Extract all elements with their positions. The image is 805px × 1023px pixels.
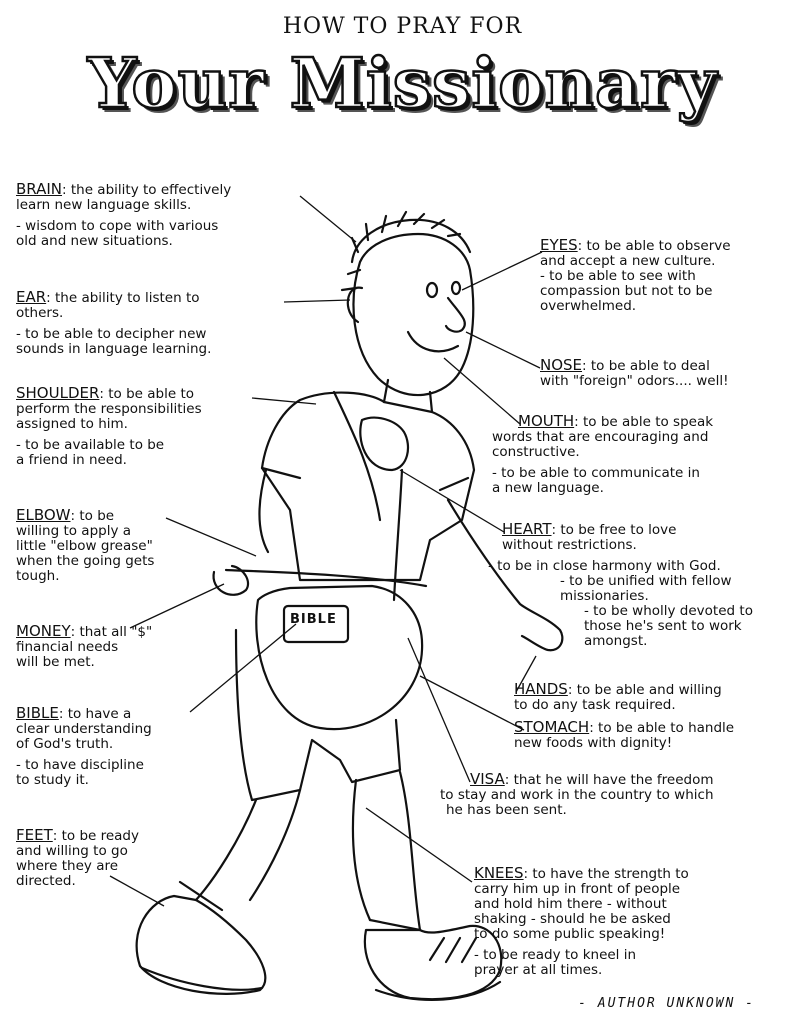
bag-label: BIBLE bbox=[290, 612, 337, 627]
page-subtitle: HOW TO PRAY FOR bbox=[282, 14, 523, 39]
figure-hand bbox=[360, 418, 408, 470]
figure-eye bbox=[452, 282, 460, 294]
leader-line-nose bbox=[466, 332, 540, 368]
figure-eye bbox=[427, 283, 437, 297]
page-title: Your Missionary bbox=[87, 44, 718, 124]
leader-line-ear bbox=[284, 300, 350, 302]
leader-line-eyes bbox=[462, 252, 542, 290]
annotation-shoulder: SHOULDER: to be able to perform the responsibilities assigned to him. - to be available to be a friend in need. bbox=[16, 384, 202, 468]
annotation-brain: BRAIN: the ability to effectively learn new language skills. - wisdom to cope with various old and new situations. bbox=[16, 180, 232, 249]
figure-mouth bbox=[408, 332, 458, 351]
figure-leg bbox=[353, 772, 420, 930]
author-credit: - AUTHOR UNKNOWN - bbox=[578, 996, 755, 1011]
figure-shoe-stripes bbox=[430, 938, 476, 962]
figure-head bbox=[354, 234, 474, 395]
figure-bag bbox=[256, 586, 422, 729]
annotation-eyes: EYES: to be able to observe and accept a new culture. - to be able to see with compassion but not to be overwhelmed. bbox=[540, 236, 731, 314]
annotation-visa: VISA: that he will have the freedom to stay and work in the country to which he has been sent. bbox=[440, 770, 714, 818]
figure-bag-strap bbox=[334, 392, 402, 600]
figure-shoe-sole bbox=[376, 982, 500, 1000]
annotation-hands: HANDS: to be able and willing to do any task required. bbox=[514, 680, 722, 713]
annotation-money: MONEY: that all "$" financial needs will be met. bbox=[16, 622, 153, 670]
leader-line-money bbox=[130, 584, 224, 628]
figure-sock bbox=[180, 882, 420, 930]
leader-line-visa bbox=[408, 638, 470, 782]
figure-nose bbox=[446, 298, 465, 332]
figure-shirt bbox=[262, 393, 474, 580]
figure-shoe bbox=[137, 896, 266, 994]
annotation-knees: KNEES: to have the strength to carry him up in front of people and hold him there - without shaking - should he be asked to do some public speaking! - to be ready to kneel in prayer at all times. bbox=[474, 864, 689, 978]
annotation-feet: FEET: to be ready and willing to go where they are directed. bbox=[16, 826, 139, 889]
annotation-stomach: STOMACH: to be able to handle new foods with dignity! bbox=[514, 718, 735, 751]
annotation-heart: HEART: to be free to love without restrictions. - to be in close harmony with God. - to be unified with fellow missionaries. - to be wholly devoted to those he's sent to work amongst. bbox=[488, 520, 753, 649]
annotation-bible: BIBLE: to have a clear understanding of God's truth. - to have discipline to study it. bbox=[16, 704, 152, 788]
figure-sleeve bbox=[262, 468, 468, 490]
annotation-ear: EAR: the ability to listen to others. - to be able to decipher new sounds in language learning. bbox=[16, 288, 212, 357]
leader-line-knees bbox=[366, 808, 472, 882]
figure-hair bbox=[342, 212, 470, 290]
figure-arm bbox=[260, 470, 269, 552]
annotation-elbow: ELBOW: to be willing to apply a little "elbow grease" when the going gets tough. bbox=[16, 506, 155, 584]
annotation-nose: NOSE: to be able to deal with "foreign" odors.... well! bbox=[540, 356, 729, 389]
figure-shoe-sole bbox=[142, 968, 262, 990]
annotation-mouth: MOUTH: to be able to speak words that are encouraging and constructive. - to be able to communicate in a new language. bbox=[492, 412, 714, 496]
leader-line-shoulder bbox=[252, 398, 316, 404]
